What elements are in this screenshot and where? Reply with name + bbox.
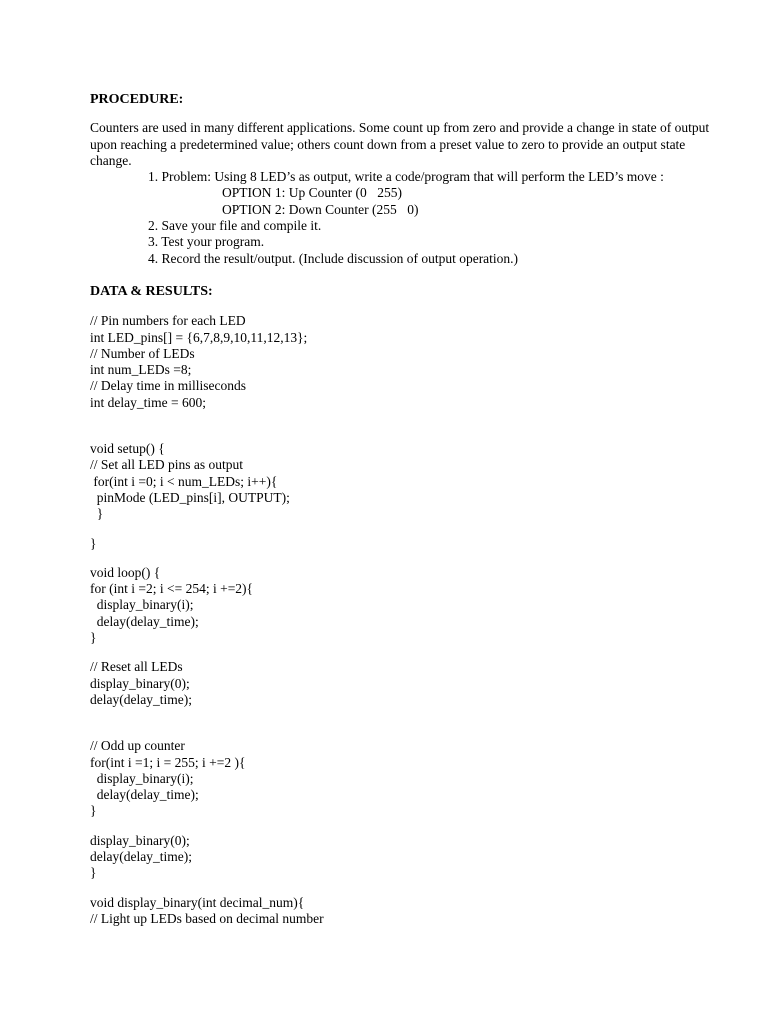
code-line: } — [90, 865, 97, 881]
document-page — [90, 92, 710, 927]
code-line: // Reset all LEDs — [90, 659, 183, 675]
code-line: for (int i =2; i <= 254; i +=2){ — [90, 581, 254, 597]
code-line: int LED_pins[] = {6,7,8,9,10,11,12,13}; — [90, 329, 308, 345]
code-line: int num_LEDs =8; — [90, 362, 192, 378]
step-item: 2. Save your file and compile it. — [148, 218, 322, 234]
code-line: } — [90, 506, 104, 522]
code-line: void display_binary(int decimal_num){ — [90, 894, 305, 910]
step-item: 4. Record the result/output. (Include discussion of output operation.) — [148, 250, 519, 266]
option-item: OPTION 2: Down Counter (255 0) — [222, 201, 419, 217]
procedure-intro: Counters are used in many different applications. Some count up from zero and provide a change in state of output upon reaching a predetermined value; others count down from a preset value to zero to provide an output state change. — [90, 120, 710, 168]
code-line: display_binary(0); — [90, 675, 190, 691]
code-line: display_binary(i); — [90, 597, 194, 613]
results-heading: DATA & RESULTS: — [90, 283, 213, 299]
code-line: // Light up LEDs based on decimal number — [90, 910, 324, 926]
code-line: // Set all LED pins as output — [90, 457, 243, 473]
option-item: OPTION 1: Up Counter (0 255) — [222, 185, 402, 201]
code-line: delay(delay_time); — [90, 848, 192, 864]
code-line: pinMode (LED_pins[i], OUTPUT); — [90, 489, 290, 505]
code-line: void loop() { — [90, 564, 161, 580]
code-line: // Delay time in milliseconds — [90, 378, 246, 394]
code-line: } — [90, 535, 97, 551]
code-line: for(int i =1; i = 255; i +=2 ){ — [90, 754, 246, 770]
code-listing — [90, 313, 710, 927]
code-line: } — [90, 630, 97, 646]
step-item: 3. Test your program. — [148, 234, 265, 250]
code-line: delay(delay_time); — [90, 691, 192, 707]
code-line: // Pin numbers for each LED — [90, 313, 246, 329]
code-line: // Number of LEDs — [90, 345, 195, 361]
procedure-steps — [90, 169, 710, 267]
code-line: // Odd up counter — [90, 738, 185, 754]
code-line: } — [90, 803, 97, 819]
code-line: display_binary(0); — [90, 832, 190, 848]
code-line: display_binary(i); — [90, 770, 194, 786]
code-line: void setup() { — [90, 441, 165, 457]
step-item: 1. Problem: Using 8 LED’s as output, write a code/program that will perform the LED’s move : — [148, 169, 664, 185]
procedure-heading: PROCEDURE: — [90, 92, 184, 107]
code-line: int delay_time = 600; — [90, 394, 206, 410]
code-line: for(int i =0; i < num_LEDs; i++){ — [90, 473, 278, 489]
code-line: delay(delay_time); — [90, 787, 199, 803]
code-line: delay(delay_time); — [90, 613, 199, 629]
